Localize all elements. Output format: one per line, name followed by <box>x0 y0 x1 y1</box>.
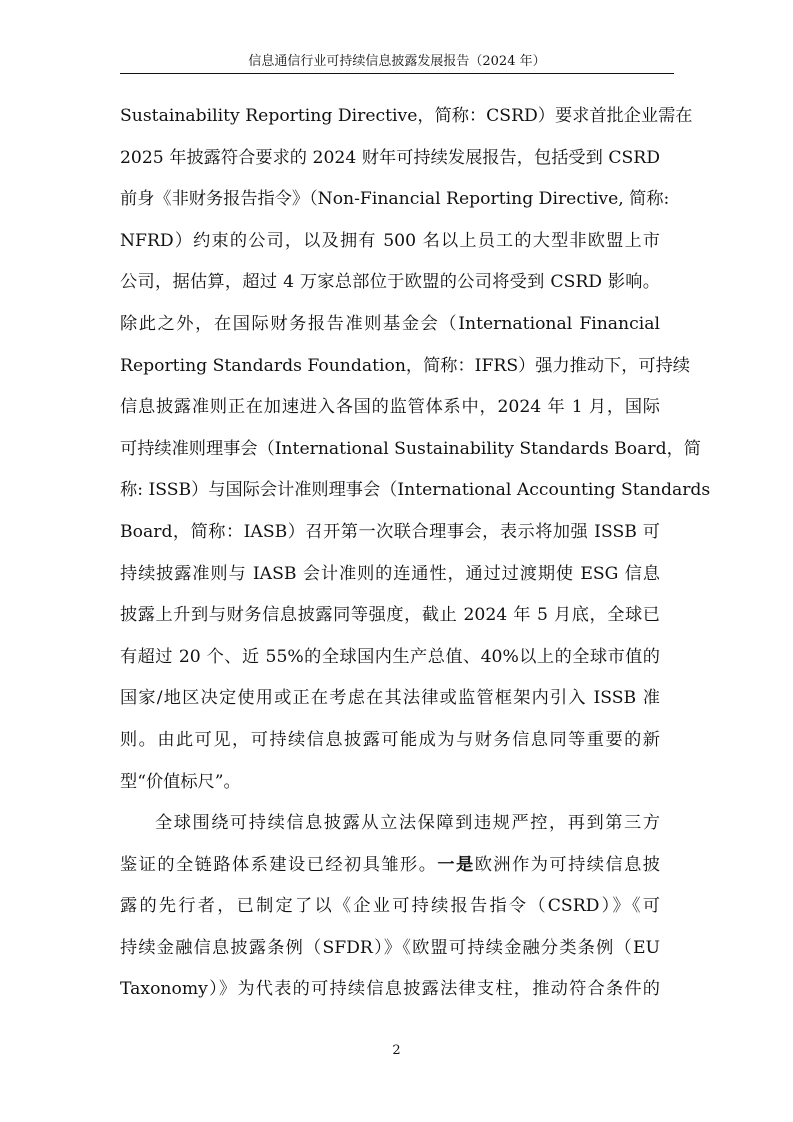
emphasis-label: 一是 <box>437 854 475 875</box>
body-line: 披露上升到与财务信息披露同等强度，截止 2024 年 5 月底，全球已 <box>120 605 660 626</box>
body-line: Reporting Standards Foundation，简称：IFRS）强力推动下，可持续 <box>120 355 690 376</box>
body-line: 可持续准则理事会（International Sustainability Standards Board，简 <box>120 438 701 459</box>
body-text-segment: 欧洲作为可持续信息披 <box>474 854 660 875</box>
body-line: 公司，据估算，超过 4 万家总部位于欧盟的公司将受到 CSRD 影响。 <box>120 272 660 293</box>
body-line: 则。由此可见，可持续信息披露可能成为与财务信息同等重要的新 <box>120 729 660 750</box>
body-line: 全球围绕可持续信息披露从立法保障到违规严控，再到第三方 <box>155 813 660 834</box>
body-line: Taxonomy）》为代表的可持续信息披露法律支柱，推动符合条件的 <box>120 979 660 1000</box>
body-line: 2025 年披露符合要求的 2024 财年可持续发展报告，包括受到 CSRD <box>120 147 660 168</box>
body-line: 信息披露准则正在加速进入各国的监管体系中，2024 年 1 月，国际 <box>120 397 660 418</box>
body-line: 持续金融信息披露条例（SFDR）》《欧盟可持续金融分类条例（EU <box>120 937 660 958</box>
body-line-mixed <box>120 845 660 887</box>
running-header: 信息通信行业可持续信息披露发展报告（2024 年） <box>248 54 546 69</box>
body-line: 持续披露准则与 IASB 会计准则的连通性，通过过渡期使 ESG 信息 <box>120 563 660 584</box>
body-line: 型“价值标尺”。 <box>120 771 241 792</box>
body-line: 除此之外，在国际财务报告准则基金会（International Financial <box>120 313 660 334</box>
body-text-segment: 鉴证的全链路体系建设已经初具雏形。 <box>120 854 438 875</box>
document-body <box>120 96 711 1011</box>
body-line: 前身《非财务报告指令》（Non-Financial Reporting Directive, 简称: <box>120 189 670 210</box>
body-line: 露的先行者，已制定了以《企业可持续报告指令（CSRD）》《可 <box>120 896 660 917</box>
body-line: 称: ISSB）与国际会计准则理事会（International Accounting Standards <box>120 480 711 501</box>
body-line: Board，简称：IASB）召开第一次联合理事会，表示将加强 ISSB 可 <box>120 521 660 542</box>
body-line: Sustainability Reporting Directive，简称：CSRD）要求首批企业需在 <box>120 106 693 126</box>
header-divider <box>120 73 674 74</box>
page-number: 2 <box>392 1043 401 1058</box>
body-line: 有超过 20 个、近 55%的全球国内生产总值、40%以上的全球市值的 <box>120 646 660 667</box>
body-line: 国家/地区决定使用或正在考虑在其法律或监管框架内引入 ISSB 准 <box>120 688 660 709</box>
body-line: NFRD）约束的公司，以及拥有 500 名以上员工的大型非欧盟上市 <box>120 230 660 251</box>
